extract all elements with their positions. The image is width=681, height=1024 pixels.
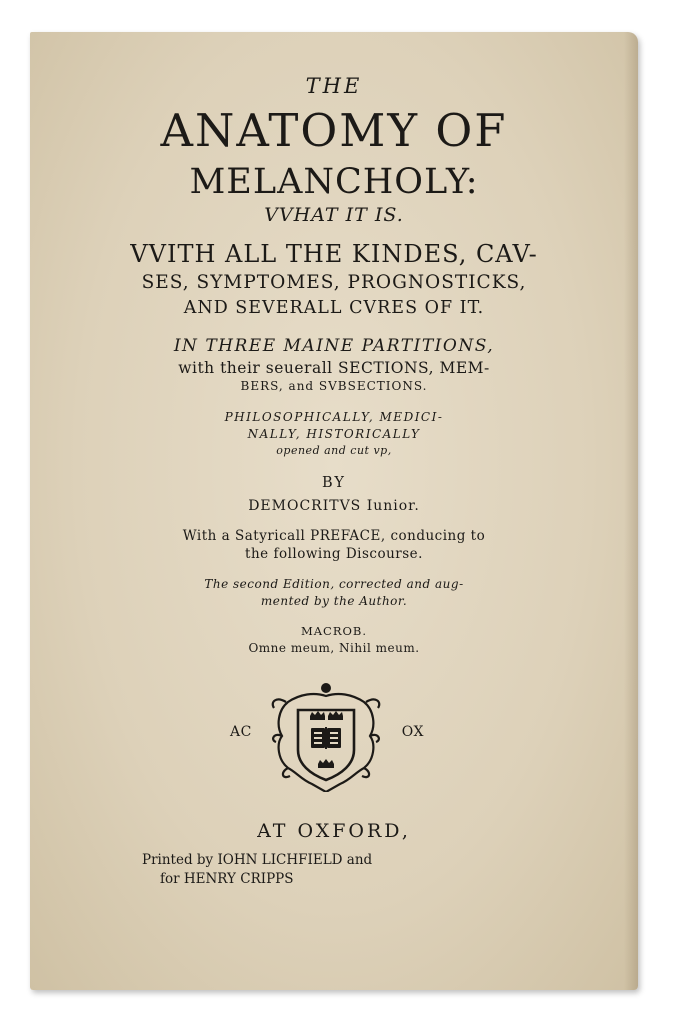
title-the: THE — [305, 74, 363, 98]
motto: Omne meum, Nihil meum. — [248, 641, 420, 655]
edition-line-2: mented by the Author. — [260, 594, 408, 608]
preface-line-2: the following Discourse. — [245, 546, 423, 562]
imprint-bookseller: for HENRY CRIPPS — [160, 871, 294, 887]
by-line: BY — [322, 475, 346, 491]
subtitle-cures: AND SEVERALL CVRES OF IT. — [183, 298, 485, 318]
partitions-line: IN THREE MAINE PARTITIONS, — [173, 336, 495, 356]
subtitle-what-it-is: VVHAT IT IS. — [264, 204, 404, 226]
philosophically-line: PHILOSOPHICALLY, MEDICI- — [224, 410, 444, 424]
subsections-line: BERS, and SVBSECTIONS. — [240, 379, 428, 393]
title-page — [30, 32, 638, 990]
title-melancholy: MELANCHOLY: — [189, 162, 479, 202]
sections-line: with their seuerall SECTIONS, MEM- — [178, 359, 490, 377]
subtitle-kinds: VVITH ALL THE KINDES, CAV- — [130, 240, 538, 268]
imprint-printer: Printed by IOHN LICHFIELD and — [142, 852, 373, 868]
subtitle-causes: SES, SYMPTOMES, PROGNOSTICKS, — [141, 272, 527, 293]
preface-line-1: With a Satyricall PREFACE, conducing to — [182, 528, 486, 544]
imprint-place: AT OXFORD, — [257, 820, 411, 842]
edition-line-1: The second Edition, corrected and aug- — [204, 577, 464, 591]
device-ornament-icon — [226, 680, 426, 792]
opened-line: opened and cut vp, — [276, 444, 392, 457]
author-name: DEMOCRITVS Iunior. — [248, 498, 420, 514]
historically-line: NALLY, HISTORICALLY — [247, 427, 421, 441]
title-anatomy: ANATOMY OF — [160, 104, 508, 157]
motto-source: MACROB. — [300, 624, 368, 638]
oxford-university-arms-icon — [226, 680, 426, 792]
device-label-left: AC — [230, 724, 252, 740]
device-label-right: OX — [401, 724, 424, 740]
